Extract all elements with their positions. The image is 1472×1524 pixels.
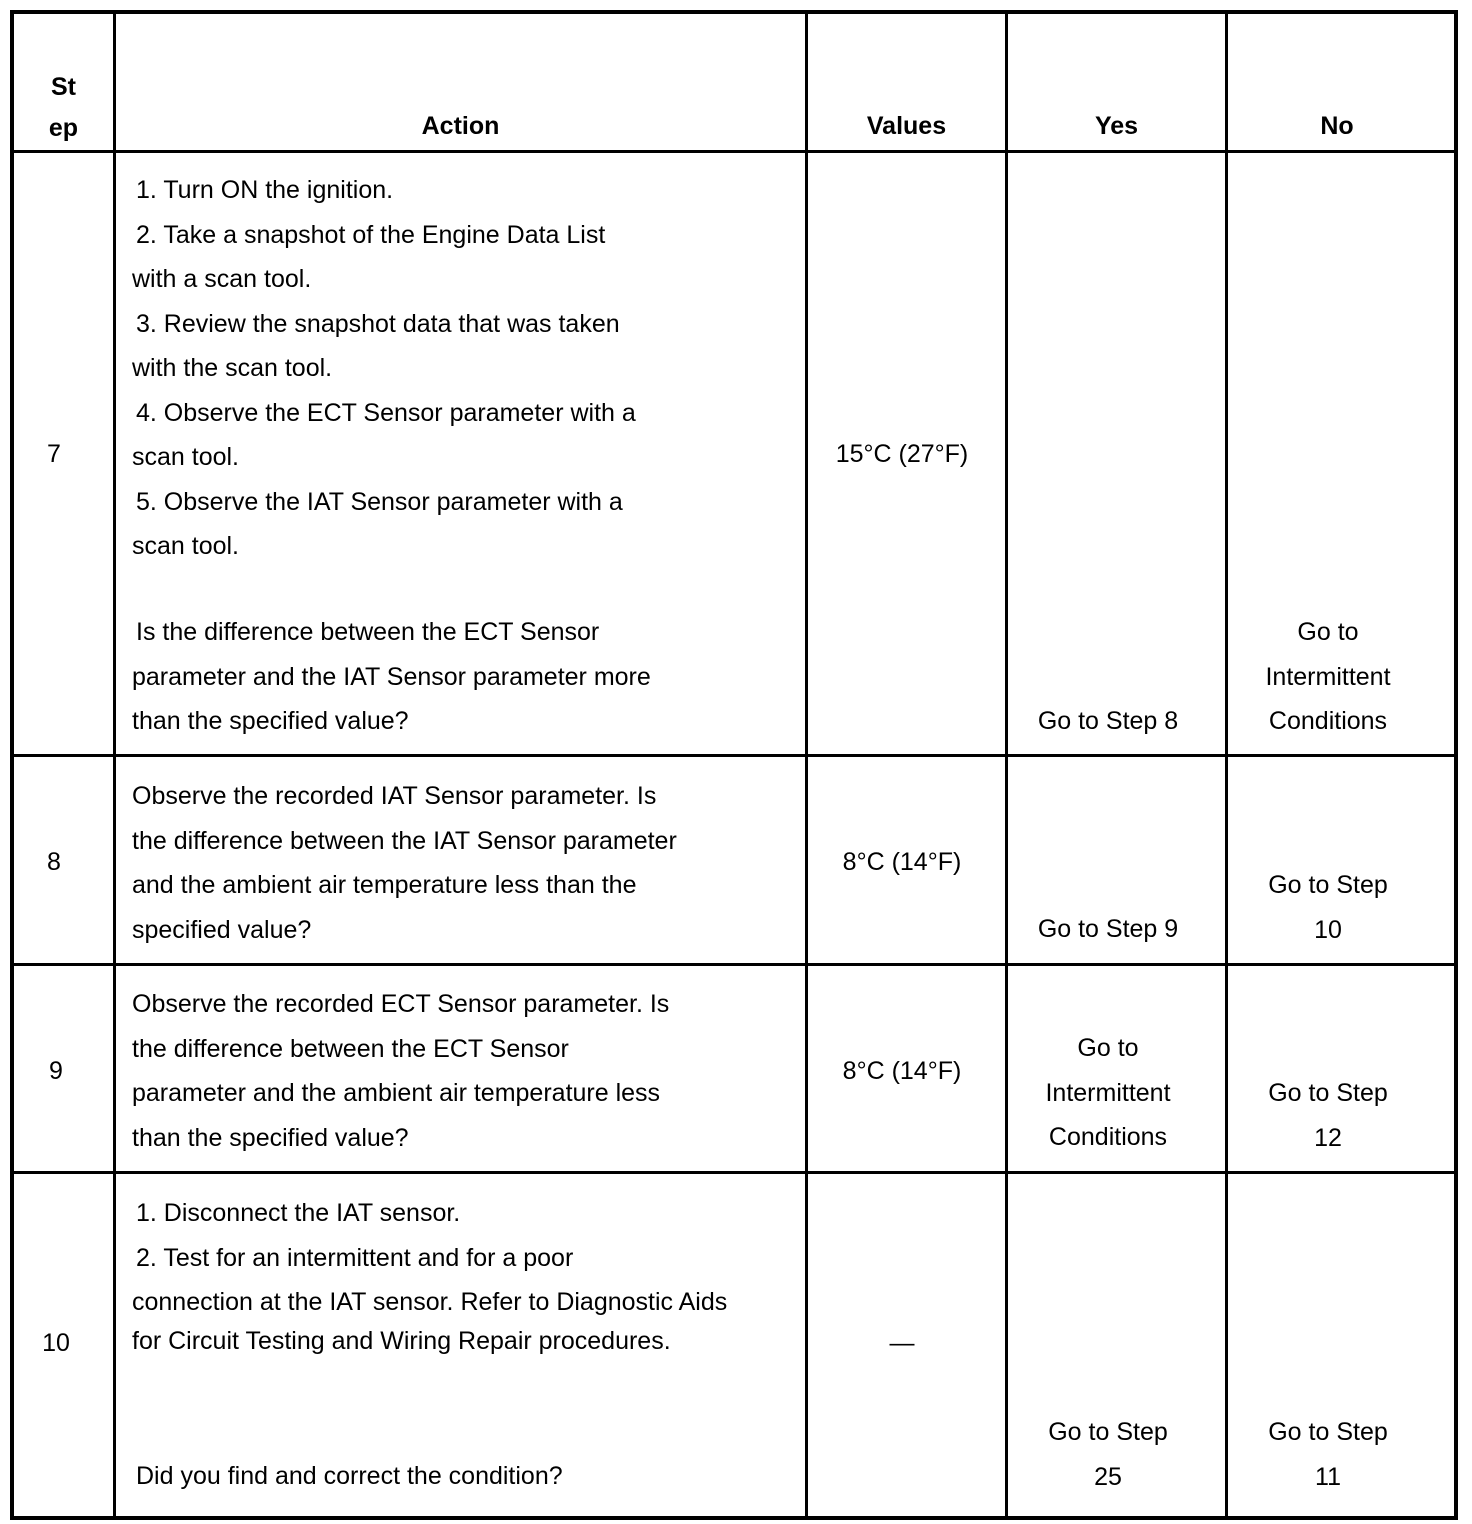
action-line: than the specified value? [132, 1123, 409, 1152]
step-number: 10 [42, 1329, 70, 1357]
no-line: Go to Step [1268, 1079, 1388, 1107]
no-cell [1228, 863, 1428, 952]
yes-cell [1008, 1410, 1208, 1499]
action-line: 3. Review the snapshot data that was taken [136, 309, 620, 338]
value-cell: 8°C (14°F) [842, 1057, 962, 1085]
action-line: parameter and the ambient air temperature less [132, 1079, 661, 1107]
row-divider [14, 963, 1454, 966]
col-divider [1225, 14, 1228, 1516]
action-question [132, 610, 651, 744]
action-question [132, 1454, 563, 1499]
action-line: scan tool. [132, 443, 240, 471]
row-divider [14, 1171, 1454, 1174]
action-line: 1. Turn ON the ignition. [136, 176, 394, 204]
no-line: 11 [1315, 1462, 1341, 1491]
action-line: 5. Observe the IAT Sensor parameter with a [136, 487, 623, 516]
step-number: 7 [47, 440, 61, 468]
no-line: Intermittent [1265, 662, 1391, 691]
action-line: the difference between the IAT Sensor parameter [132, 826, 677, 855]
action-text [132, 774, 677, 952]
action-line: connection at the IAT sensor. Refer to Diagnostic Aids [132, 1288, 728, 1316]
question-line: Is the difference between the ECT Sensor [136, 618, 600, 646]
yes-line: Go to Step 8 [1037, 707, 1179, 735]
yes-line: Conditions [1048, 1123, 1168, 1151]
yes-line: 25 [1094, 1462, 1122, 1491]
action-line: 2. Test for an intermittent and for a poor [136, 1243, 574, 1272]
diagnostic-table [10, 10, 1458, 1520]
step-number: 9 [49, 1057, 63, 1085]
col-divider [113, 14, 116, 1516]
no-line: 10 [1314, 915, 1342, 944]
col-divider [1005, 14, 1008, 1516]
row-divider [14, 150, 1454, 153]
header-no: No [1320, 112, 1354, 140]
action-line: scan tool. [132, 532, 240, 560]
col-divider [805, 14, 808, 1516]
action-line: with the scan tool. [132, 354, 333, 382]
yes-line: Intermittent [1045, 1078, 1171, 1107]
no-cell [1228, 1410, 1428, 1499]
no-line: 12 [1314, 1123, 1342, 1152]
no-line: Go to Step [1268, 871, 1388, 899]
no-cell [1228, 610, 1428, 744]
step-number: 8 [47, 848, 61, 876]
action-line: 1. Disconnect the IAT sensor. [136, 1199, 461, 1227]
action-line: Observe the recorded IAT Sensor parameter. Is [132, 782, 657, 810]
value-cell: 15°C (27°F) [835, 440, 969, 468]
action-text [132, 982, 669, 1160]
action-line: and the ambient air temperature less than the [132, 871, 637, 899]
value-cell: — [889, 1329, 915, 1357]
action-text [132, 1191, 727, 1363]
action-line: Observe the recorded ECT Sensor parameter. Is [132, 990, 670, 1018]
action-line: 4. Observe the ECT Sensor parameter with a [136, 398, 636, 427]
no-line: Go to Step [1268, 1418, 1388, 1446]
yes-line: Go to Step 9 [1037, 915, 1179, 943]
question-line: Did you find and correct the condition? [136, 1462, 563, 1490]
action-line: the difference between the ECT Sensor [132, 1034, 569, 1063]
action-line: with a scan tool. [132, 265, 312, 293]
action-line: specified value? [132, 915, 312, 944]
header-step [14, 65, 113, 150]
yes-line: Go to [1077, 1034, 1139, 1062]
header-step-line: St [51, 73, 76, 101]
no-line: Conditions [1268, 707, 1388, 735]
header-step-line: ep [48, 113, 79, 142]
row-divider [14, 754, 1454, 757]
no-cell [1228, 1071, 1428, 1160]
action-line: 2. Take a snapshot of the Engine Data List [136, 220, 606, 249]
yes-line: Go to Step [1048, 1418, 1168, 1446]
question-line: parameter and the IAT Sensor parameter more [132, 662, 651, 691]
action-text [132, 168, 636, 569]
header-action: Action [421, 112, 500, 140]
question-line: than the specified value? [132, 707, 409, 735]
yes-cell [1008, 907, 1208, 952]
yes-cell [1008, 1026, 1208, 1160]
header-yes: Yes [1094, 112, 1139, 140]
value-cell: 8°C (14°F) [842, 848, 962, 876]
header-values: Values [866, 112, 947, 140]
yes-cell [1008, 699, 1208, 744]
no-line: Go to [1297, 618, 1359, 646]
action-line: for Circuit Testing and Wiring Repair procedures. [132, 1326, 671, 1355]
